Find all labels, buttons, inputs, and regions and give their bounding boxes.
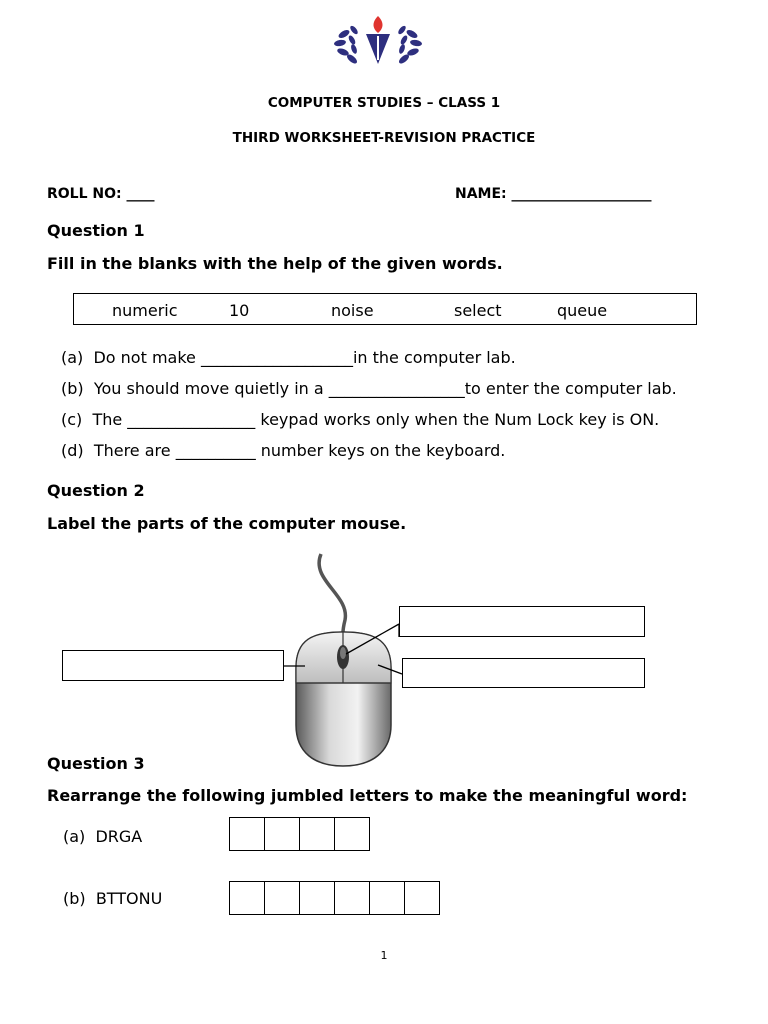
school-logo-icon xyxy=(330,12,426,70)
answer-cell[interactable] xyxy=(229,881,265,915)
item-marker: (a) xyxy=(63,827,86,846)
answer-cell[interactable] xyxy=(404,881,440,915)
question-3-instruction: Rearrange the following jumbled letters to make the meaningful word: xyxy=(47,786,688,805)
item-marker: (c) xyxy=(61,410,83,429)
answer-cell[interactable] xyxy=(334,817,370,851)
answer-cells-b xyxy=(229,881,440,915)
question-3-heading: Question 3 xyxy=(47,754,145,773)
answer-cell[interactable] xyxy=(229,817,265,851)
item-text: There are __________ number keys on the keyboard. xyxy=(93,441,506,460)
answer-cells-a xyxy=(229,817,370,851)
question-1-instruction: Fill in the blanks with the help of the given words. xyxy=(47,254,503,273)
answer-cell[interactable] xyxy=(334,881,370,915)
item-marker: (d) xyxy=(61,441,84,460)
word-bank-item: select xyxy=(454,301,502,320)
jumbled-letters: DRGA xyxy=(95,827,143,846)
item-text: You should move quietly in a _________________to enter the computer lab. xyxy=(93,379,677,398)
jumble-item-a xyxy=(63,827,142,846)
jumble-item-b xyxy=(63,889,162,908)
item-marker: (a) xyxy=(61,348,84,367)
label-box-right-button[interactable] xyxy=(402,658,645,688)
word-bank-box xyxy=(73,293,697,325)
question-2-heading: Question 2 xyxy=(47,481,145,500)
word-bank-item: queue xyxy=(557,301,608,320)
name-field: NAME: ____________________ xyxy=(455,186,652,202)
label-box-scroll-wheel[interactable] xyxy=(399,606,645,637)
page-number: 1 xyxy=(380,949,388,962)
answer-cell[interactable] xyxy=(299,817,335,851)
word-bank-item: numeric xyxy=(112,301,178,320)
label-box-left-button[interactable] xyxy=(62,650,284,681)
item-marker: (b) xyxy=(61,379,84,398)
answer-cell[interactable] xyxy=(264,881,300,915)
answer-cell[interactable] xyxy=(369,881,405,915)
worksheet-subtitle: THIRD WORKSHEET-REVISION PRACTICE xyxy=(232,130,536,146)
fill-blank-item-b xyxy=(61,379,677,398)
fill-blank-item-d xyxy=(61,441,505,460)
answer-cell[interactable] xyxy=(299,881,335,915)
fill-blank-item-c xyxy=(61,410,659,429)
fill-blank-item-a xyxy=(61,348,516,367)
roll-no-field: ROLL NO: ____ xyxy=(47,186,155,202)
item-text: The ________________ keypad works only when the Num Lock key is ON. xyxy=(92,410,660,429)
answer-cell[interactable] xyxy=(264,817,300,851)
word-bank-item: 10 xyxy=(229,301,250,320)
jumbled-letters: BTTONU xyxy=(95,889,163,908)
item-marker: (b) xyxy=(63,889,86,908)
word-bank-item: noise xyxy=(331,301,374,320)
item-text: Do not make ___________________in the computer lab. xyxy=(93,348,516,367)
question-1-heading: Question 1 xyxy=(47,221,145,240)
worksheet-title: COMPUTER STUDIES – CLASS 1 xyxy=(267,95,501,111)
question-2-instruction: Label the parts of the computer mouse. xyxy=(47,514,407,533)
